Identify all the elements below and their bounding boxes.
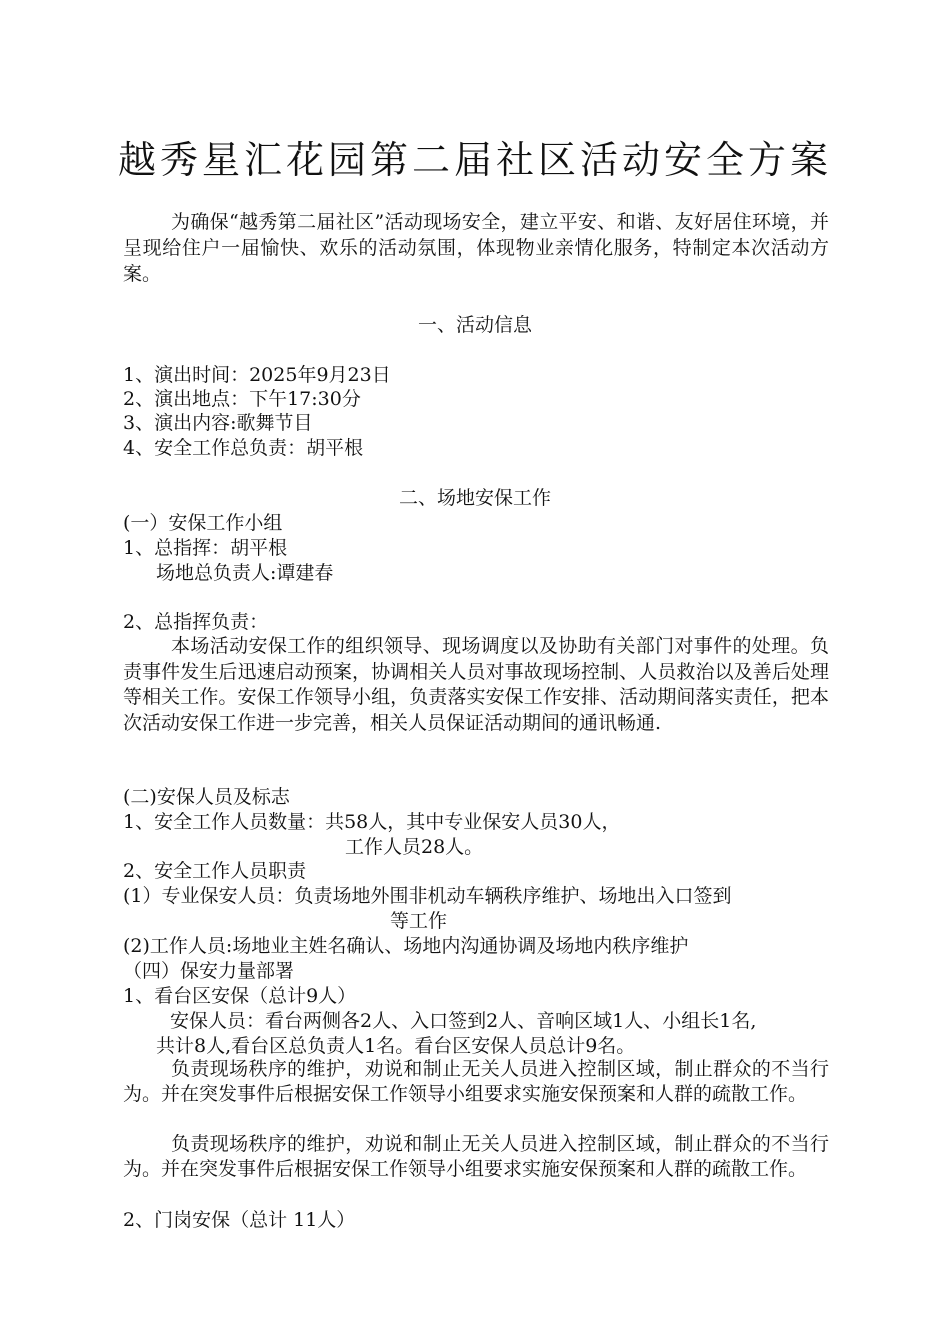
info-item-time: 1、演出时间：2025年9月23日 (123, 364, 391, 386)
staff-duties-heading: 2、安全工作人员职责 (123, 860, 307, 882)
section-heading-activity-info: 一、活动信息 (417, 314, 532, 336)
staff-count-line: 1、安全工作人员数量：共58人，其中专业保安人员30人， (123, 811, 621, 833)
stand-area-duty-paragraph: 负责现场秩序的维护，劝说和制止无关人员进入控制区域，制止群众的不当行为。并在突发事件后根据安保工作领导小组要求实施安保预案和人群的疏散工作。 (123, 1058, 829, 1105)
stand-area-staff-continuation: 共计8人,看台区总负责人1名。看台区安保人员总计9名。 (156, 1035, 636, 1057)
info-item-safety-lead: 4、安全工作总负责：胡平根 (123, 437, 364, 459)
role-professional-guards: (1）专业保安人员：负责场地外围非机动车辆秩序维护、场地出入口签到 (123, 885, 732, 907)
stand-area-duty-paragraph-repeat: 负责现场秩序的维护，劝说和制止无关人员进入控制区域，制止群众的不当行为。并在突发事件后根据安保工作领导小组要求实施安保预案和人群的疏散工作。 (123, 1133, 829, 1180)
stand-area-heading: 1、看台区安保（总计9人） (123, 985, 357, 1007)
document-title: 越秀星汇花园第二届社区活动安全方案 (117, 138, 832, 182)
role-professional-guards-continuation: 等工作 (390, 910, 448, 932)
commander-duty-heading: 2、总指挥负责： (123, 611, 269, 633)
commander-duty-paragraph: 本场活动安保工作的组织领导、现场调度以及协助有关部门对事件的处理。负责事件发生后迅速启动预案，协调相关人员对事故现场控制、人员救治以及善后处理等相关工作。安保工作领导小组，负责落实安保工作安排、活动期间落实责任，把本次活动安保工作进一步完善，相关人员保证活动期间的通讯畅通. (123, 635, 829, 734)
gate-security-heading: 2、门岗安保（总计 11人） (123, 1209, 356, 1231)
subheading-security-team: (一）安保工作小组 (123, 512, 283, 534)
section-heading-site-security: 二、场地安保工作 (398, 487, 551, 509)
info-item-content: 3、演出内容:歌舞节目 (123, 412, 313, 434)
stand-area-staff-line: 安保人员：看台两侧各2人、入口签到2人、音响区域1人、小组长1名, (170, 1010, 757, 1032)
intro-paragraph: 为确保“越秀第二届社区”活动现场安全，建立平安、和谐、友好居住环境，并呈现给住户一届愉快、欢乐的活动氛围，体现物业亲情化服务，特制定本次活动方案。 (123, 211, 829, 285)
role-workers: (2)工作人员:场地业主姓名确认、场地内沟通协调及场地内秩序维护 (123, 935, 689, 957)
staff-count-continuation: 工作人员28人。 (345, 836, 484, 858)
subheading-force-deployment: （四）保安力量部署 (123, 960, 295, 982)
info-item-location: 2、演出地点：下午17:30分 (123, 388, 361, 410)
site-lead-line: 场地总负责人:谭建春 (156, 562, 334, 584)
subheading-staff-and-marks: (二)安保人员及标志 (123, 786, 290, 808)
commander-line: 1、总指挥：胡平根 (123, 537, 288, 559)
